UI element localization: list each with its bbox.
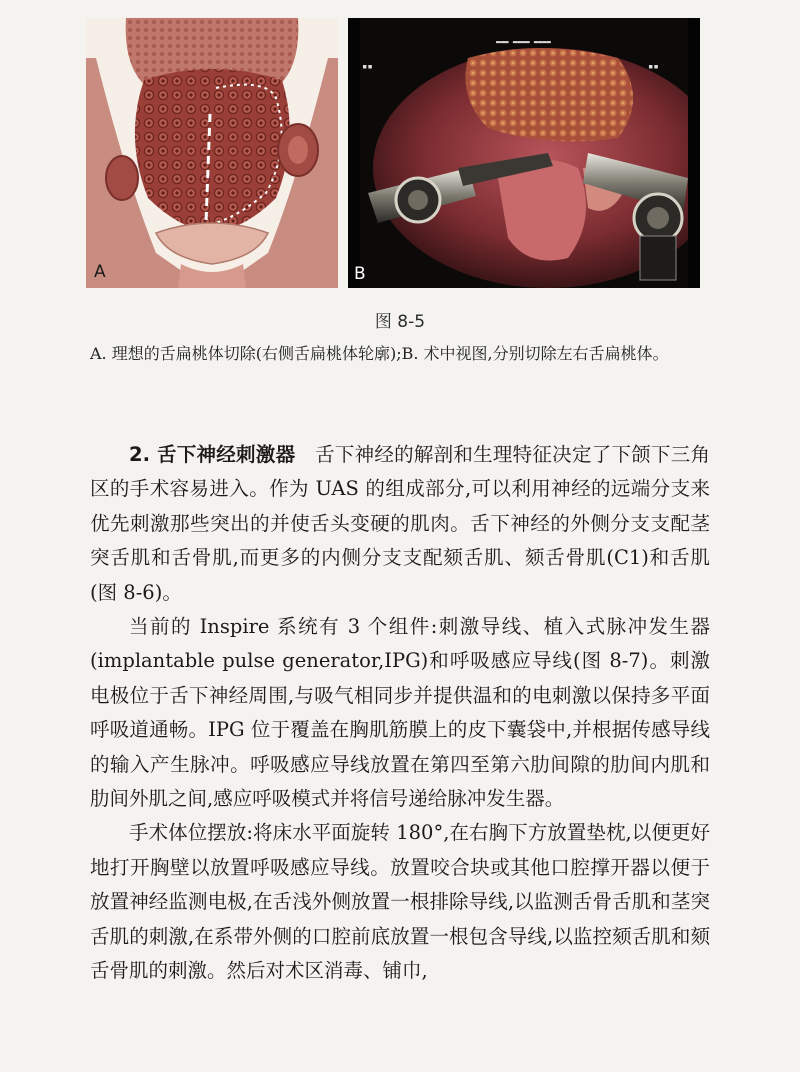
paragraph-3: 手术体位摆放:将床水平面旋转 180°,在右胸下方放置垫枕,以便更好地打开胸壁以放置呼吸感应导线。放置咬合块或其他口腔撑开器以便于放置神经监测电极,在舌浅外侧放置一根排除导线,以监测舌骨舌肌和茎突舌肌的刺激,在系带外侧的口腔前底放置一根包含导线,以监控颏舌肌和颏舌骨肌的刺激。然后对术区消毒、铺巾, [90, 821, 710, 983]
osd-top-readout: ▬▬▬ ▬▬▬▬ ▬▬▬▬ [496, 38, 551, 46]
surgical-endoscopic-photo [348, 18, 700, 288]
paragraph-1 [90, 438, 710, 610]
figure-title: 图 8-5 [374, 312, 426, 332]
paragraph-1-text: 舌下神经的解剖和生理特征决定了下颌下三角区的手术容易进入。作为 UAS 的组成部分,可以利用神经的远端分支来优先刺激那些突出的并使舌头变硬的肌肉。舌下神经的外侧分支支配茎突舌肌和舌骨肌,而更多的内侧分支支配颏舌肌、颏舌骨肌(C1)和舌肌(图 8-6)。 [90, 443, 710, 604]
tongue-illustration [86, 18, 338, 288]
figure-caption-text: A. 理想的舌扁桃体切除(右侧舌扁桃体轮廓);B. 术中视图,分别切除左右舌扁桃体。 [90, 344, 669, 363]
figure-panel-a [86, 18, 338, 288]
paragraph-2: 当前的 Inspire 系统有 3 个组件:刺激导线、植入式脉冲发生器(implantable pulse generator,IPG)和呼吸感应导线(图 8-7)。刺激电极位于舌下神经周围,与吸气相同步并提供温和的电刺激以保持多平面呼吸道通畅。IPG 位于覆盖在胸肌筋膜上的皮下囊袋中,并根据传感导线的输入产生脉冲。呼吸感应导线放置在第四至第六肋间隙的肋间内肌和肋间外肌之间,感应呼吸模式并将信号递给脉冲发生器。 [90, 615, 710, 811]
panel-a-label: A [94, 262, 106, 282]
figure-caption [90, 340, 710, 368]
osd-left-readout: ▪▪ [362, 62, 373, 72]
body-text [90, 438, 710, 989]
panel-b-label: B [354, 264, 366, 284]
section-heading: 2. 舌下神经刺激器 [129, 443, 296, 466]
figure-panel-b [348, 18, 700, 288]
osd-right-readout: ▪▪ [648, 62, 659, 72]
